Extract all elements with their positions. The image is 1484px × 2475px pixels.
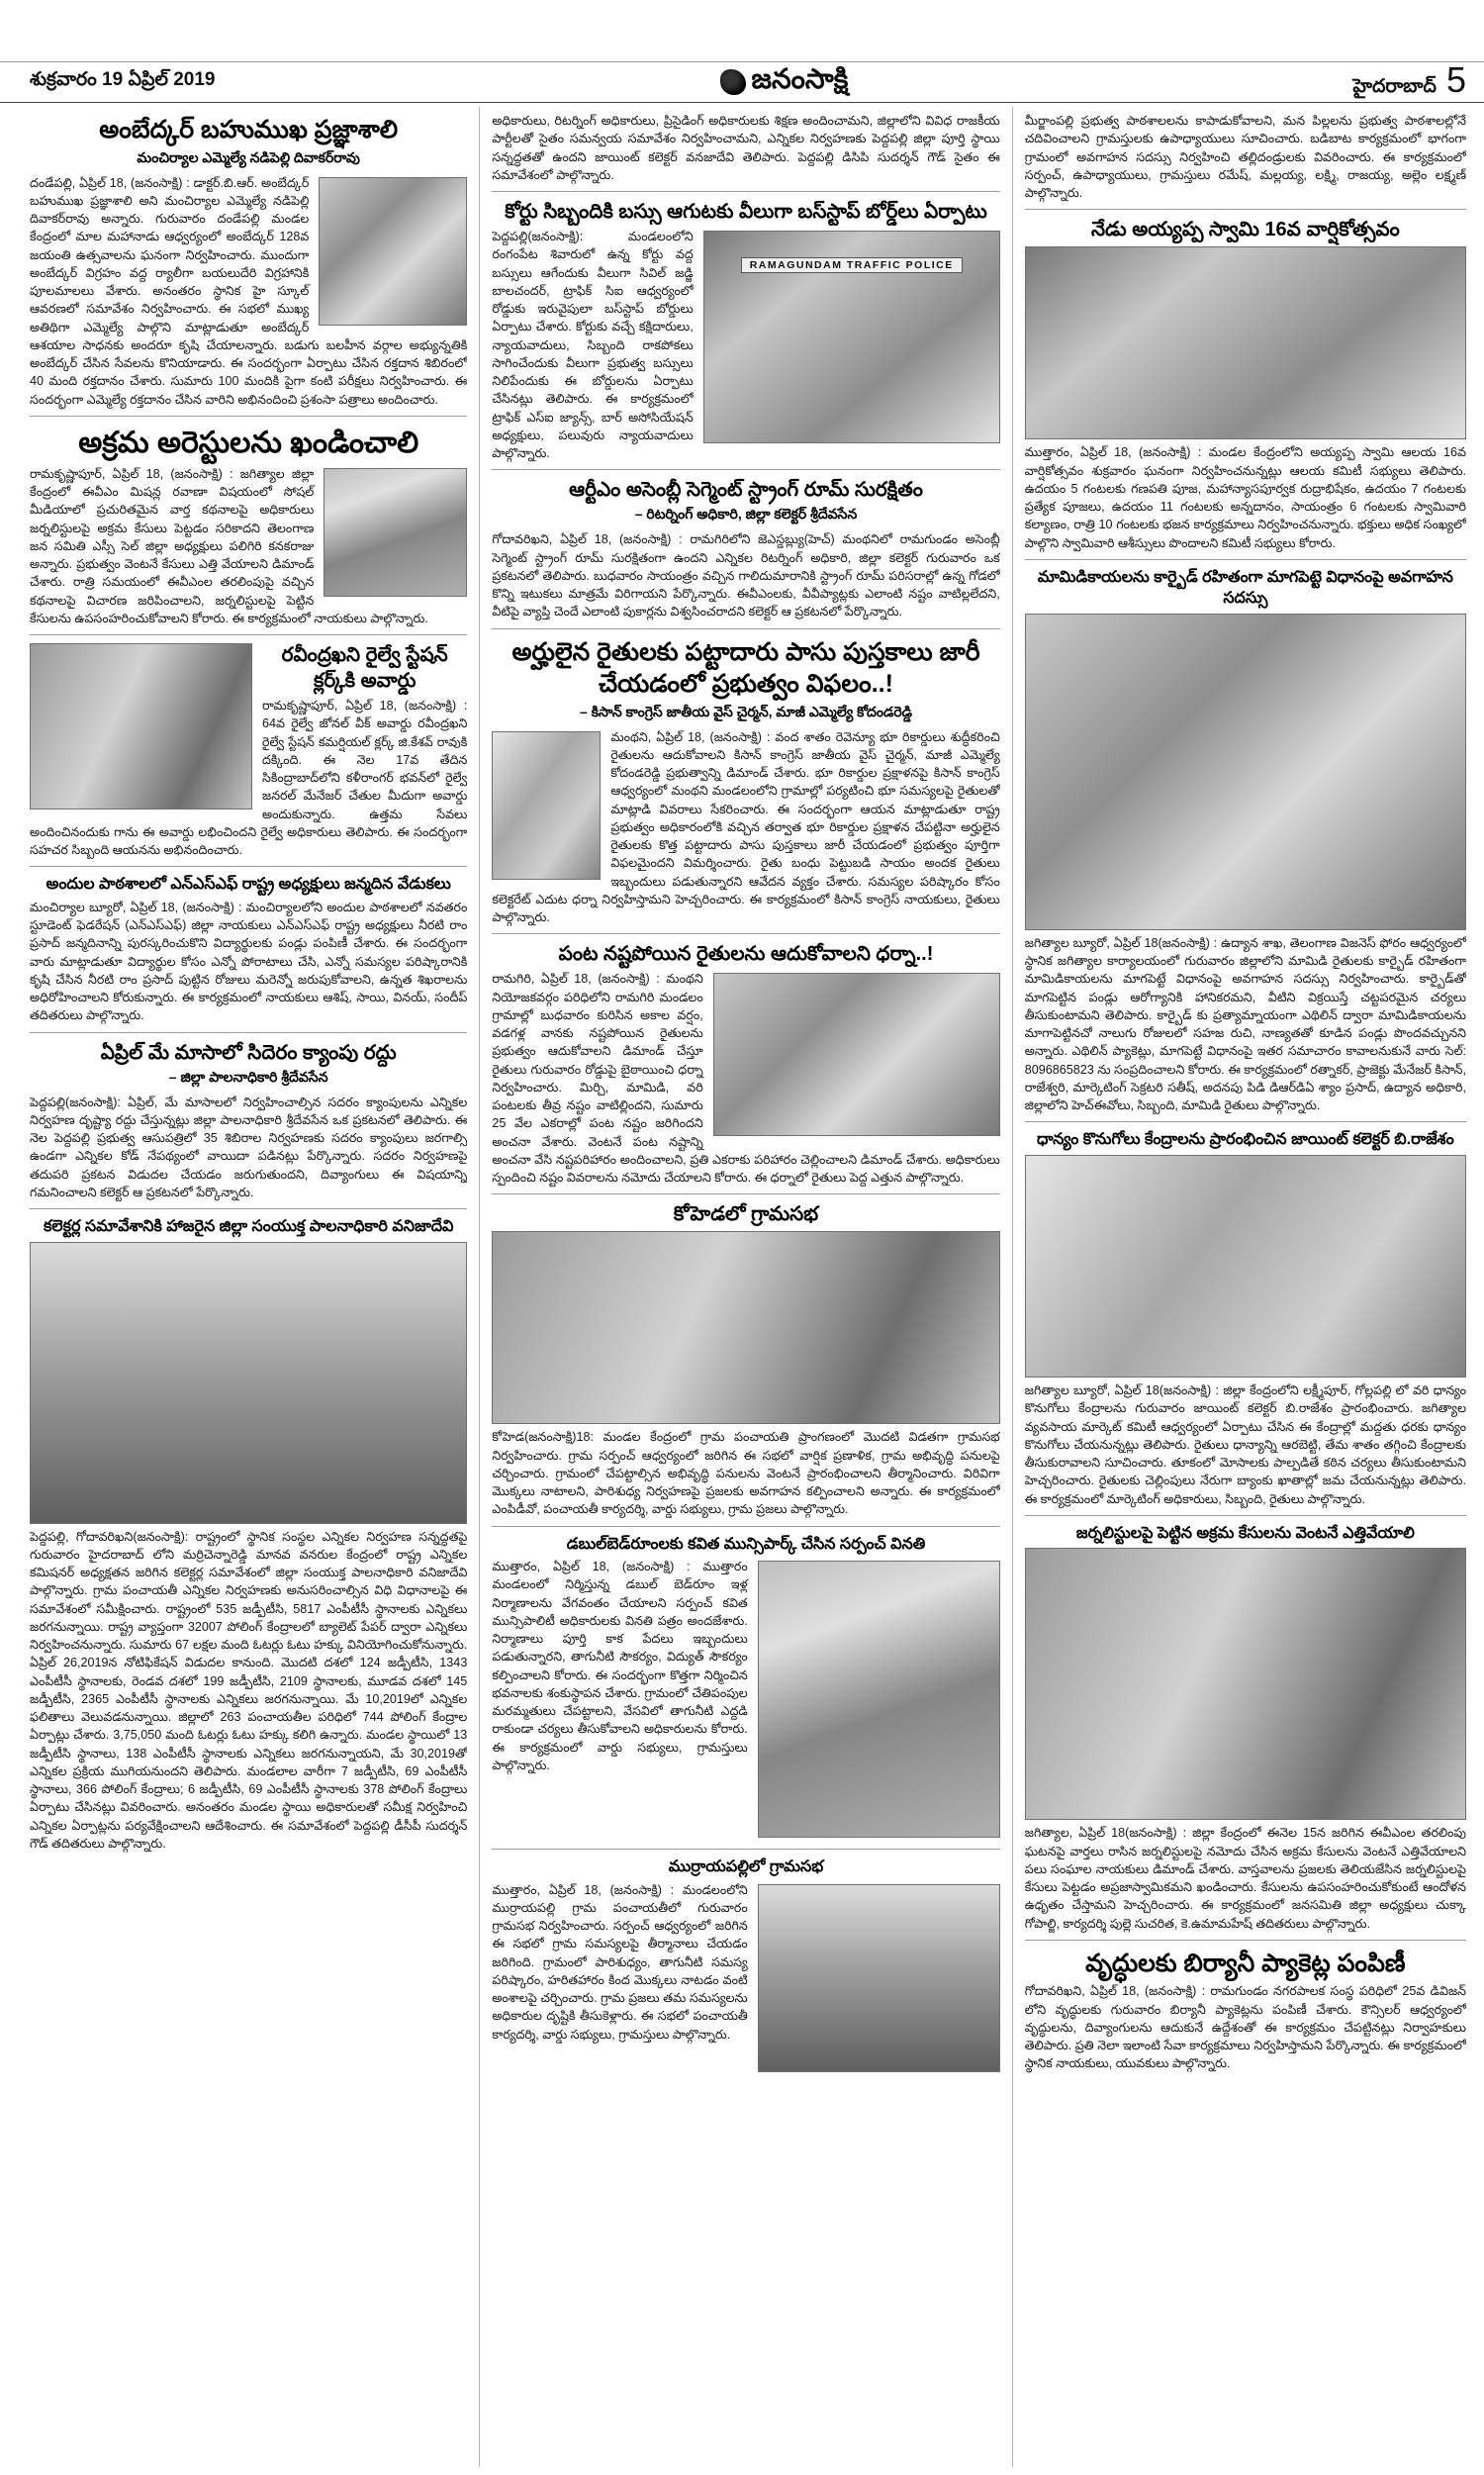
article-busstop-boards [492, 191, 999, 469]
news-photo [703, 231, 1000, 443]
article-headline: ఏప్రిల్ మే మాసాలో సిదెరం క్యాంపు రద్దు [100, 1041, 397, 1064]
article-subhead: – కిసాన్ కాంగ్రెస్ జాతీయ వైస్ చైర్మన్, మాజీ ఎమ్మెల్యే కోదండరెడ్డి [580, 703, 913, 719]
article-ambedkar [30, 107, 467, 416]
article-body: పెద్దపల్లి, గోదావరిఖని(జనంసాక్షి): రాష్ట్రంలో స్థానిక సంస్థల ఎన్నికల నిర్వహణ సన్నద్ధతపై గురువారం హైదరాబాద్ లోని మర్రిచెన్నారెడ్డి మానవ వనరుల కేంద్రంలో రాష్ట్ర ఎన్నికల కమిషనర్ అధ్యక్షతన జరిగిన కలెక్టర్ల సమావేశంలో జిల్లా సంయుక్త పాలనాధికారి వనిజాదేవి పాల్గొన్నారు. గ్రామ పంచాయతీ ఎన్నికల నిర్వహణకు అనుసరించాల్సిన విధి విధానాలపై ఈ సమావేశంలో సమీక్షించారు. రాష్ట్రంలో 535 జడ్పీటీసి, 5817 ఎంపీటీసీ స్థానాలకు ఎన్నికలు జరగనున్నాయి. రాష్ట్ర వ్యాప్తంగా 32007 పోలింగ్ కేంద్రాలలో బ్యాలెట్ పేపర్ ద్వారా ఎన్నికలు నిర్వహించనున్నారు. సుమారు 67 లక్షల మంది ఓటర్లు ఓటు హక్కు వినియోగించుకోనున్నారు. ఏప్రిల్ 26,2019న నోటిఫికేషన్ విడుదల కానుంది. మొదటి దశలో 124 జడ్పీటీసి, 1343 ఎంపీటీసీ స్థానాలకు, రెండవ దశలో 199 జడ్పీటీసి, 2109 స్థానాలకు, మూడవ దశలో 145 జడ్పీటీసి, 2365 ఎంపీటీసీ స్థానాలకు ఎన్నికలు జరగనున్నాయి. మే 10,2019లో ఎన్నికల ఫలితాలు వెలువడనున్నాయి. జిల్లాలో 263 పంచాయతీల పరిధిలో 744 పోలింగ్ కేంద్రాల ఏర్పాట్లు చేశారు. 3,75,050 మంది ఓటర్లు ఓటు హక్కు కలిగి ఉన్నారు. మండల స్థాయిలో 13 జడ్పీటీసి స్థానాలు, 138 ఎంపీటీసీ స్థానాలకు ఎన్నికలు జరగనున్నాయని, మే 30,2019తో ఎన్నికల ప్రక్రియ ముగియనుందని తెలిపారు. మండలాల వారీగా 7 జడ్పీటీసి, 69 ఎంపీటీసీ స్థానాలు, 366 పోలింగ్ కేంద్రాలు; 6 జడ్పీటీసి, 69 ఎంపీటీసీ స్థానాలకు 378 పోలింగ్ కేంద్రాలు ఏర్పాటు చేసినట్లు వివరించారు. అనంతరం మండల స్థాయి అధికారులతో సమీక్ష నిర్వహించి ఎన్నికల ఏర్పాట్లను పర్యవేక్షించాలని ఆదేశించారు. ఈ సమావేశంలో పెద్దపల్లి డీసీపీ సుదర్శన్ గౌడ్ తదితరులు పాల్గొన్నారు. [30, 1529, 468, 1851]
article-headline: ఆర్టీఎం అసెంబ్లీ సెగ్మెంట్ స్ట్రాంగ్ రూమ్ సురక్షితం [569, 479, 923, 502]
article-nsf-birthday [30, 866, 467, 1031]
article-body: గోదావరిఖని, ఏప్రిల్ 18, (జనంసాక్షి) : రామగిరిలోని జెఎస్డబ్ల్యు(హెచ్) మంథనిలో రామగుండం అసెంబ్లీ సెగ్మెంట్ స్ట్రాంగ్ రూమ్ సురక్షితంగా ఉందని ఎన్నికల రిటర్నింగ్ అధికారి, జిల్లా కలెక్టర్ గురువారం ఒక ప్రకటనలో తెలిపారు. బుధవారం సాయంత్రం వచ్చిన గాలిదుమారానికి స్ట్రాంగ్ రూమ్ పరిసరాల్లో ఉన్న గోడలో కొన్ని ఇటుకలు మాత్రమే విరిగాయని పేర్కొన్నారు. ఈవీఎంలకు, వీవీప్యాట్లకు ఎలాంటి నష్టం వాటిల్లలేదని, వీటిపై వ్యాప్తి చెందే ఎలాంటి పుకార్లను విశ్వసించరాదని కలెక్టర్ ఆ ప్రకటనలో పేర్కొన్నారు. [492, 532, 1000, 619]
article-ayyappa-anniversary [1025, 209, 1466, 559]
article-headline: కోహెడలో గ్రామసభ [673, 1203, 819, 1226]
page-number: 5 [1445, 59, 1466, 100]
masthead-logo-icon [720, 69, 746, 95]
article-pattadar-passbooks [492, 628, 999, 934]
article-body: అధికారులు, రిటర్నింగ్ అధికారులు, ప్రిసైడింగ్ అధికారులకు శిక్షణ అందించామని, జిల్లాలోని వివిధ రాజకీయ పార్టీలతో సైతం సమన్వయ సమావేశం నిర్వహించామని, ఎన్నికల నిర్వహణకు పెద్దపల్లి జిల్లా పూర్తి స్థాయి సన్నద్ధతతో ఉందని జాయింట్ కలెక్టర్ వనజాదేవి తెలిపారు. పెద్దపల్లి డిసిపి సుదర్శన్ గౌడ్ సైతం ఈ సమావేశంలో పాల్గొన్నారు. [492, 114, 1000, 182]
column-middle [479, 107, 1012, 2467]
article-headline: కోర్టు సిబ్బందికి బస్సు ఆగుటకు వీలుగా బస్‌స్టాప్ బోర్డ్‌లు ఏర్పాటు [505, 201, 987, 223]
article-continuation [492, 107, 999, 191]
article-headline: వృద్ధులకు బిర్యానీ ప్యాకెట్ల పంపిణీ [1085, 1949, 1406, 1977]
article-subhead: – రిటర్నింగ్ అధికారి, జిల్లా కలెక్టర్ శ్రీదేవసేన [634, 506, 858, 523]
article-headline: అక్రమ అరెస్టులను ఖండించాలి [78, 426, 419, 459]
article-railway-award [30, 634, 467, 866]
article-body: దండేపల్లి, ఏప్రిల్ 18, (జనంసాక్షి) : డాక్టర్.బి.ఆర్. అంబేద్కర్ బహుముఖ ప్రజ్ఞాశాలి అని మంచిర్యాల ఎమ్మెల్యే నడిపెల్లి దివాకర్‌రావు అన్నారు. గురువారం దండేపల్లి మండల కేంద్రంలో మాల మహానాడు ఆధ్వర్యంలో అంబేద్కర్ 128వ జయంతి ఉత్సవాలను ఘనంగా నిర్వహించారు. ముందుగా అంబేద్కర్ విగ్రహం వద్ద ర్యాలీగా బయలుదేరి విగ్రహానికి పూలమాలలు వేశారు. అనంతరం స్థానిక హై స్కూల్ ఆవరణలో సమావేశం నిర్వహించారు. ఈ సభలో ముఖ్య అతిథిగా ఎమ్మెల్యే పాల్గొని మాట్లాడుతూ అంబేద్కర్ ఆశయాల సాధనకు అందరూ కృషి చేయాలన్నారు. బడుగు బలహీన వర్గాల అభ్యున్నతికి అంబేద్కర్ చేసిన సేవలను కొనియాడారు. ఈ సందర్భంగా ఏర్పాటు చేసిన రక్తదాన శిబిరంలో 40 మంది రక్తదానం చేశారు. సుమారు 100 మందికి పైగా కంటి పరీక్షలు నిర్వహించారు. ఈ సందర్భంగా ఎమ్మెల్యే రక్తదానం చేసిన వారిని అభినందించి ప్రశంసా పత్రాలు అందించారు. [30, 175, 468, 407]
news-photo [1025, 614, 1466, 930]
article-collectors-meeting [30, 1208, 467, 1859]
article-headline: కలెక్టర్ల సమావేశానికి హాజరైన జిల్లా సంయుక్త పాలనాధికారి వనిజాదేవి [43, 1218, 454, 1236]
article-body: పెద్దపల్లి(జనంసాక్షి): మండలంలోని రంగంపేట శివారులో ఉన్న కోర్టు వద్ద బస్సులు ఆగేందుకు వీలుగా సివిల్ జడ్జి బాలచందర్, ట్రాఫిక్ సిఐ ఆధ్వర్యంలో రోడ్డుకు ఇరువైపులా బస్‌స్టాప్ బోర్డులు ఏర్పాటు చేశారు. కోర్టుకు వచ్చే కక్షిదారులు, న్యాయవాదులు, సిబ్బంది రాకపోకలు సాగించేందుకు వీలుగా ప్రభుత్వ బస్సులు నిలిపేందుకు ఈ బోర్డులను ఏర్పాటు చేసినట్లు తెలిపారు. ఈ కార్యక్రమంలో ట్రాఫిక్ ఎస్ఐ జ్యాన్స్, బార్ అసోసియేషన్ అధ్యక్షులు, పలువురు న్యాయవాదులు పాల్గొన్నారు. [492, 230, 694, 460]
news-photo [1025, 1155, 1466, 1378]
article-body: మంథని, ఏప్రిల్ 18, (జనంసాక్షి) : వంద శాతం రెవెన్యూ భూ రికార్డులు శుద్ధీకరించి రైతులను ఆదుకోవాలని కిసాన్ కాంగ్రెస్ జాతీయ వైస్ చైర్మన్, మాజీ ఎమ్మెల్యే కోదండరెడ్డి ప్రభుత్వాన్ని డిమాండ్ చేశారు. భూ రికార్డుల ప్రక్షాళనపై కిసాన్ కాంగ్రెస్ ఆధ్వర్యంలో మంథని మండలంలోని గ్రామాల్లో పర్యటించి భూ సమస్యలపై రైతులతో మాట్లాడి వివరాలు సేకరించారు. ఈ సందర్భంగా ఆయన మాట్లాడుతూ రాష్ట్ర ప్రభుత్వం అధికారంలోకి వచ్చిన తర్వాత భూ రికార్డుల ప్రక్షాళన చేపట్టినా అర్హులైన రైతులకు కొత్త పట్టాదారు పాసు పుస్తకాలు జారీ చేయడంలో ప్రభుత్వం పూర్తిగా విఫలమైందని విమర్శించారు. రైతు బంధు పెట్టుబడి సాయం అందక రైతులు ఇబ్బందులు పడుతున్నారని ఆవేదన వ్యక్తం చేశారు. సమస్యల పరిష్కారం కోసం కలెక్టరేట్ ఎదుట ధర్నా నిర్వహిస్తామని హెచ్చరించారు. ఈ కార్యక్రమంలో కిసాన్ కాంగ్రెస్ నాయకులు, రైతులు పాల్గొన్నారు. [492, 729, 1000, 924]
article-headline: పంట నష్టపోయిన రైతులను ఆదుకోవాలని ధర్నా..! [558, 943, 934, 966]
article-headline: అర్హులైన రైతులకు పట్టాదారు పాసు పుస్తకాలు జారీ చేయడంలో ప్రభుత్వం విఫలం..! [511, 637, 980, 698]
article-strongroom-safe [492, 469, 999, 627]
article-headline: డబుల్‌బెడ్‌రూంలకు కవిత మున్సిపార్క్ చేసిన సర్పంచ్ వినతి [566, 1535, 926, 1553]
column-right [1013, 107, 1466, 2467]
article-body: మీర్జాంపల్లి ప్రభుత్వ పాఠశాలలను కాపాడుకోవాలని, మన పిల్లలను ప్రభుత్వ పాఠశాలల్లోనే చదివించాలని గ్రామస్తులకు ఉపాధ్యాయులు సూచించారు. బడిబాట కార్యక్రమంలో భాగంగా గ్రామంలో అవగాహన సదస్సు నిర్వహించి తల్లిదండ్రులకు వివరించారు. ఈ కార్యక్రమంలో సర్పంచ్, ఉపాధ్యాయులు, గ్రామస్తులు రమేష్, మల్లయ్య, లక్ష్మి, రాజయ్య, అల్లెం లక్ష్మణ్ పాల్గొన్నారు. [1024, 114, 1466, 200]
article-subhead: మంచిర్యాల ఎమ్మెల్యే నడిపెల్లి దివాకర్‌రావు [137, 148, 360, 165]
article-headline: నేడు అయ్యప్ప స్వామి 16వ వార్షికోత్సవం [1090, 219, 1400, 241]
article-body: రామకృష్ణాపూర్, ఏప్రిల్ 18, (జనంసాక్షి) : 64వ రైల్వే జోనల్ వీక్ అవార్డు రవీంద్రఖని రైల్వే స్టేషన్ కమర్షియల్ క్లర్క్ జి.కేశవ్ రావుకి దక్కింది. ఈ నెల 17వ తేదిన సికింద్రాబాద్‌లోని కళీరాంగర్ భవన్‌లో రైల్వే జనరల్ మేనేజర్ చేతుల మీదుగా అవార్డు అందుకున్నారు. ఉత్తమ సేవలు అందించినందుకు గాను ఈ అవార్డు లభించిందని రైల్వే అధికారులు తెలిపారు. ఈ సందర్భంగా సహచర సిబ్బంది ఆయనను అభినందించారు. [30, 699, 468, 857]
news-photo [758, 1561, 1000, 1838]
article-paddy-procurement [1025, 1121, 1466, 1514]
article-headline: ధాన్యం కొనుగోలు కేంద్రాలను ప్రారంభించిన జాయింట్ కలెక్టర్ బి.రాజేశం [1037, 1131, 1454, 1149]
masthead-title: జనంసాక్షి [751, 62, 849, 94]
article-body: ముత్తారం, ఏప్రిల్ 18, (జనంసాక్షి) : ముత్తారం మండలంలో నిర్మిస్తున్న డబుల్ బెడ్‌రూం ఇళ్ల నిర్మాణాలను వేగవంతం చేయాలని సర్పంచ్ కవిత మున్సిపాలిటీ అధికారులకు వినతి పత్రం అందజేశారు. నిర్మాణాలు పూర్తి కాక పేదలు ఇబ్బందులు పడుతున్నారని, తాగునీటి సౌకర్యం, విద్యుత్ సౌకర్యం కల్పించాలని కోరారు. ఈ సందర్భంగా కొత్తగా నిర్మించిన భవనాలకు శంకుస్థాపన చేశారు. గ్రామంలో చేతిపంపుల మరమ్మతులు చేపట్టాలని, వేసవిలో తాగునీటి ఎద్దడి రాకుండా చర్యలు తీసుకోవాలని అధికారులను కోరారు. ఈ కార్యక్రమంలో వార్డు సభ్యులు, గ్రామస్తులు పాల్గొన్నారు. [492, 1560, 748, 1772]
article-illegal-arrests [30, 416, 467, 634]
news-photo [758, 1884, 1000, 2072]
article-body: ముత్తారం, ఏప్రిల్ 18, (జనంసాక్షి) : మండల కేంద్రంలోని అయ్యప్ప స్వామి ఆలయ 16వ వార్షికోత్సవం శుక్రవారం ఘనంగా నిర్వహించనున్నట్లు ఆలయ కమిటీ సభ్యులు తెలిపారు. ఉదయం 5 గంటలకు గణపతి పూజ, మహాన్యాసపూర్వక రుద్రాభిషేకం, ఉదయం 7 గంటలకు ప్రత్యేక పూజలు, ఉదయం 11 గంటలకు అన్నదానం, సాయంత్రం 6 గంటలకు స్వామివారి కల్యాణం, రాత్రి 10 గంటలకు భజన కార్యక్రమాలు నిర్వహించనున్నారు. భక్తులు అధిక సంఖ్యలో పాల్గొని స్వామివారి ఆశీస్సులు పొందాలని కమిటీ సభ్యులు కోరారు. [1024, 445, 1466, 550]
article-body: రామకృష్ణాపూర్, ఏప్రిల్ 18, (జనంసాక్షి) : జగిత్యాల జిల్లా కేంద్రంలో ఈవీఎం మిషన్ల రవాణా విషయంలో సోషల్ మీడియాలో ప్రచురితమైన వార్త కథనాలపై అధికారులు జర్నలిస్టులపై అక్రమ కేసులు పెట్టడం సరికాదని తెలంగాణ జన సమితి ఎస్సీ సెల్ జిల్లా అధ్యక్షులు పలిగిరి కనకరాజు అన్నారు. ప్రభుత్వం వెంటనే కేసులు ఎత్తి వేయాలని డిమాండ్ చేశారు. రాత్రి సమయంలో ఈవీఎంల తరలింపుపై వచ్చిన కథనాలపై విచారణ జరిపించాలని, జర్నలిస్టులపై పెట్టిన కేసులను ఉపసంహరించుకోవాలని కోరారు. ఈ కార్యక్రమంలో నాయకులు పాల్గొన్నారు. [30, 466, 428, 625]
article-body: ముత్తారం, ఏప్రిల్ 18, (జనంసాక్షి) : మండలంలోని ముర్రాయపల్లి గ్రామ పంచాయతీలో గురువారం గ్రామసభ నిర్వహించారు. సర్పంచ్ ఆధ్వర్యంలో జరిగిన ఈ సభలో గ్రామ సమస్యలపై తీర్మానాలు చేయడం జరిగింది. గ్రామంలో పారిశుధ్యం, తాగునీటి సమస్య పరిష్కారం, హరితహారం కింద మొక్కలు నాటడం వంటి అంశాలపై చర్చించారు. గ్రామ ప్రజలు తమ సమస్యలను అధికారుల దృష్టికి తీసుకెళ్లారు. ఈ సభలో పంచాయతీ కార్యదర్శి, వార్డు సభ్యులు, గ్రామస్తులు పాల్గొన్నారు. [492, 1882, 748, 2042]
article-body: జగిత్యాల బ్యూరో, ఏప్రిల్ 18(జనంసాక్షి) : జిల్లా కేంద్రంలోని లక్ష్మీపూర్, గోల్లపల్లి లో వరి ధాన్యం కొనుగోలు కేంద్రాలను గురువారం జాయింట్ కలెక్టర్ బి.రాజేశం ప్రారంభించారు. జగిత్యాల వ్యవసాయ మార్కెట్ కమిటీ ఆధ్వర్యంలో ఏర్పాటు చేసిన ఈ కేంద్రాల్లో మద్దతు ధరకు ధాన్యం కొనుగోలు చేయనున్నట్లు తెలిపారు. రైతులు ధాన్యాన్ని ఆరబెట్టి, తేమ శాతం తగ్గించి కేంద్రాలకు తీసుకురావాలని సూచించారు. తూకంలో మోసాలకు పాల్పడితే కఠిన చర్యలు తీసుకుంటామని హెచ్చరించారు. రైతులకు చెల్లింపులు నేరుగా బ్యాంకు ఖాతాల్లో జమ చేయనున్నట్లు తెలిపారు. ఈ కార్యక్రమంలో మార్కెటింగ్ అధికారులు, సిబ్బంది, రైతులు పాల్గొన్నారు. [1024, 1383, 1466, 1506]
article-headline: రవీంద్రఖని రైల్వే స్టేషన్ క్లర్క్‌కి అవార్డు [281, 644, 448, 692]
article-continuation-right [1025, 107, 1466, 209]
article-headline: జర్నలిస్టులపై పెట్టిన అక్రమ కేసులను వెంటనే ఎత్తివేయాలి [1075, 1524, 1415, 1542]
article-body: కోహెడ(జనంసాక్షి)18: మండల కేంద్రంలో గ్రామ పంచాయతి ప్రాంగణంలో మొదటి విడతగా గ్రామసభ నిర్వహించారు. గ్రామ సర్పంచ్ ఆధ్వర్యంలో జరిగిన ఈ సభలో వార్షిక ప్రణాళిక, గ్రామ అభివృద్ధి పనులపై చర్చించారు. గ్రామంలో చేపట్టాల్సిన అభివృద్ధి పనులను వెంటనే ప్రారంభించాలని తీర్మానించారు. విరివిగా మొక్కలు నాటాలని, పారిశుధ్య నిర్వహణపై ప్రజలకు అవగాహన కల్పించాలని అన్నారు. ఈ కార్యక్రమంలో ఎంపిడీవో, పంచాయతీ కార్యదర్శి, వార్డు సభ్యులు, గ్రామ ప్రజలు పాల్గొన్నారు. [492, 1430, 1000, 1517]
article-headline: ముర్రాయపల్లిలో గ్రామసభ [668, 1858, 824, 1876]
article-headline: మామిడికాయలను కార్బైడ్ రహితంగా మాగపెట్టె విధానంపై అవగాహన సదస్సు [1037, 568, 1453, 608]
photo-banner-text: RAMAGUNDAM TRAFFIC POLICE [741, 257, 963, 273]
article-koheda-gramasabha [492, 1193, 999, 1525]
header-bottom-rule [0, 102, 1484, 103]
page-content [30, 107, 1466, 2467]
news-photo [30, 1242, 467, 1524]
news-photo [319, 177, 467, 326]
article-carbide-free-mangoes [1025, 559, 1466, 1122]
article-body: గోదావరిఖని, ఏప్రిల్ 18, (జనంసాక్షి) : రామగుండం నగరపాలక సంస్థ పరిధిలో 25వ డివిజన్ లోని వృద్ధులకు గురువారం బిర్యానీ ప్యాకెట్లను పంపిణీ చేశారు. కౌన్సిలర్ ఆధ్వర్యంలో వృద్ధులను, దివ్యాంగులను ఆదుకునే ఉద్దేశంతో ఈ కార్యక్రమం చేపట్టినట్లు నిర్వాహకులు తెలిపారు. ప్రతి నెలా ఇలాంటి సేవా కార్యక్రమాలు నిర్వహిస్తామని పేర్కొన్నారు. ఈ కార్యక్రమంలో స్థానిక నాయకులు, యువకులు పాల్గొన్నారు. [1024, 1984, 1466, 2071]
edition-city: హైదరాబాద్ [1352, 76, 1437, 97]
news-photo [30, 643, 252, 809]
article-double-bedroom [492, 1526, 999, 1850]
news-photo [324, 468, 467, 597]
article-body: పెద్దపల్లి(జనంసాక్షి): ఏప్రిల్, మే మాసాలలో నిర్వహించాల్సిన సదరం క్యాంపులను ఎన్నికల నిర్వహణ దృష్ట్యా రద్దు చేస్తున్నట్లు జిల్లా పాలనాధికారి శ్రీదేవసేన ఒక ప్రకటనలో తెలిపారు. ఈ నెల పెద్దపల్లి ప్రభుత్వ ఆసుపత్రిలో 35 శిబిరాల నిర్వహణకు సదరం క్యాంపులు జరగాల్సి ఉండగా ఎన్నికల కోడ్ నేపథ్యంలో వాయిదా పడినట్లు పేర్కొన్నారు. సదరం నిర్వహణపై తదుపరి ప్రకటన విడుదల చేయడం జరుగుతుందని, దివ్యాంగులు ఈ విషయాన్ని గమనించాలని కలెక్టర్ ఆ ప్రకటనలో పేర్కొన్నారు. [30, 1095, 468, 1199]
news-photo [1025, 1548, 1466, 1820]
article-body: రామగిరి, ఏప్రిల్ 18, (జనంసాక్షి) : మంథని నియోజకవర్గం పరిధిలోని రామగిరి మండలం గ్రామాల్లో బుధవారం కురిసిన అకాల వర్షం, వడగళ్ల వానకు నష్టపోయిన రైతులను ప్రభుత్వం ఆదుకోవాలని డిమాండ్ చేస్తూ రైతులు గురువారం రోడ్డుపై బైఠాయించి ధర్నా నిర్వహించారు. మిర్చి, మామిడి, వరి పంటలకు తీవ్ర నష్టం వాటిల్లిందని, సుమారు 25 వేల ఎకరాల్లో పంట నష్టం జరిగిందని అంచనా వేశారు. వెంటనే పంట నష్టాన్ని అంచనా వేసి నష్టపరిహారం అందించాలని, ప్రతి ఎకరాకు పరిహారం చెల్లించాలని డిమాండ్ చేశారు. అధికారులు స్పందించి నష్టం వివరాలను నమోదు చేయాలని కోరారు. ఈ ధర్నాలో రైతులు పెద్ద ఎత్తున పాల్గొన్నారు. [492, 972, 1000, 1185]
article-biryani-distribution [1025, 1940, 1466, 2080]
article-body: మంచిర్యాల బ్యూరో, ఏప్రిల్ 18, (జనంసాక్షి) : మంచిర్యాలలోని అందుల పాఠశాలలో నవతరం స్టూడెంట్ ఫెడరేషన్ (ఎన్‌ఎస్‌ఎఫ్) జిల్లా నాయకులు ఎన్‌ఎస్‌ఎఫ్ రాష్ట్ర అధ్యక్షులు నీరటి రాం ప్రసాద్ జన్మదినాన్ని పురస్కరించుకొని విద్యార్థులకు పండ్లు పంపిణీ చేశారు. ఈ సందర్భంగా వారు మాట్లాడుతూ విద్యార్థుల కోసం ఎన్నో పోరాటాలు చేసి, ఎన్నో సమస్యల పరిష్కారానికి కృషి చేసిన నీరటి రాం ప్రసాద్ పుట్టిన రోజులు మరెన్నో జరుపుకోవాలని, ఉన్నత శిఖరాలను అధిరోహించాలని కోరుకున్నారు. ఈ కార్యక్రమంలో నాయకులు ఆశిష్, సాయి, వినయ్, సందీప్ తదితరులు పాల్గొన్నారు. [30, 900, 468, 1023]
masthead [720, 63, 849, 102]
news-photo [1025, 246, 1466, 439]
column-left [30, 107, 479, 2467]
article-farmers-dharna [492, 933, 999, 1193]
article-headline: అందుల పాఠశాలలో ఎన్‌ఎస్‌ఎఫ్ రాష్ట్ర అధ్యక్షులు జన్మదిన వేడుకలు [46, 876, 451, 894]
article-body: జగిత్యాల బ్యూరో, ఏప్రిల్ 18(జనంసాక్షి) : ఉద్యాన శాఖ, తెలంగాణ విజనెస్ ఫోరం ఆధ్వర్యంలో స్థానిక జగిత్యాల కార్యాలయంలో గురువారం జిల్లాలోని మామిడి రైతులకు కార్బైడ్ రహితంగా మామిడికాయలను మాగపెట్టే విధానంపై అవగాహన సదస్సు నిర్వహించారు. కార్బైడ్‌తో మాగపెట్టిన పండ్లు ఆరోగ్యానికి హానికరమని, వీటిని విక్రయిస్తే చట్టపరమైన చర్యలు తీసుకుంటామని తెలిపారు. కార్బైడ్ కు ప్రత్యామ్నాయంగా ఎథిలిన్ ద్వారా మామిడికాయలను మాగాపెట్టినచో నాలుగు రోజులలో సహజ రుచి, నాణ్యతతో కూడిన పండ్లు పొందవచ్చునని అన్నారు. ఎథిలిన్ ప్యాకెట్లు, మాగపెట్టే విధానంపై ఇతర సమాచారం కావాలనుకునే వారు సెల్: 8096865823 ను సంప్రదించాలని కోరారు. ఈ కార్యక్రమంలో రత్నాకర్, ప్రాజెక్టు మేనేజర్ కిసాన్, రాజేశ్వరి, మార్కెటింగ్ సెక్రటరి సతీష్, అదనపు పిడి డిఆర్‌డిఏ శ్యాం ప్రసాద్, ఉద్యాన అధికారి, జిల్లాలోని హెచ్ఈవోలు, సిబ్బంది, మామిడి రైతులు పాల్గొన్నారు. [1024, 935, 1466, 1113]
article-journalist-cases [1025, 1515, 1466, 1940]
news-photo [713, 973, 1000, 1136]
page-header [30, 59, 1466, 101]
news-photo [492, 731, 601, 880]
article-headline: అంబేద్కర్ బహుముఖ ప్రజ్ఞాశాలి [99, 116, 399, 143]
article-sadaram-camp [30, 1032, 467, 1209]
header-right [1352, 59, 1466, 102]
article-body: జగిత్యాల, ఏప్రిల్ 18(జనంసాక్షి) : జిల్లా కేంద్రంలో ఈనెల 15న జరిగిన ఈవీఎంల తరలింపు ఘటనపై వార్తలు రాసిన జర్నలిస్టులపై నమోదు చేసిన అక్రమ కేసులను వెంటనే ఎత్తివేయాలని పలు సంఘాల నాయకులు డిమాండ్ చేశారు. వాస్తవాలను ప్రజలకు తెలియజేసిన జర్నలిస్టులపై కేసులు పెట్టడం అప్రజాస్వామికమని ఖండించారు. కేసులను ఉపసంహరించుకోకుంటే ఆందోళన ఉధృతం చేస్తామని హెచ్చరించారు. ఈ కార్యక్రమంలో జనసమితి జిల్లా అధ్యక్షులు చుక్కా గోపాల్జి, కార్యదర్శి పుల్లె సుచరిత, కె.ఉమామహేష్ తదితరులు పాల్గొన్నారు. [1024, 1826, 1466, 1931]
edition-date: శుక్రవారం 19 ఏప్రిల్ 2019 [30, 69, 216, 90]
article-murrayapalli-gramasabha [492, 1849, 999, 2083]
article-subhead: – జిల్లా పాలనాధికారి శ్రీదేవసేన [168, 1068, 328, 1085]
news-photo [492, 1231, 999, 1424]
